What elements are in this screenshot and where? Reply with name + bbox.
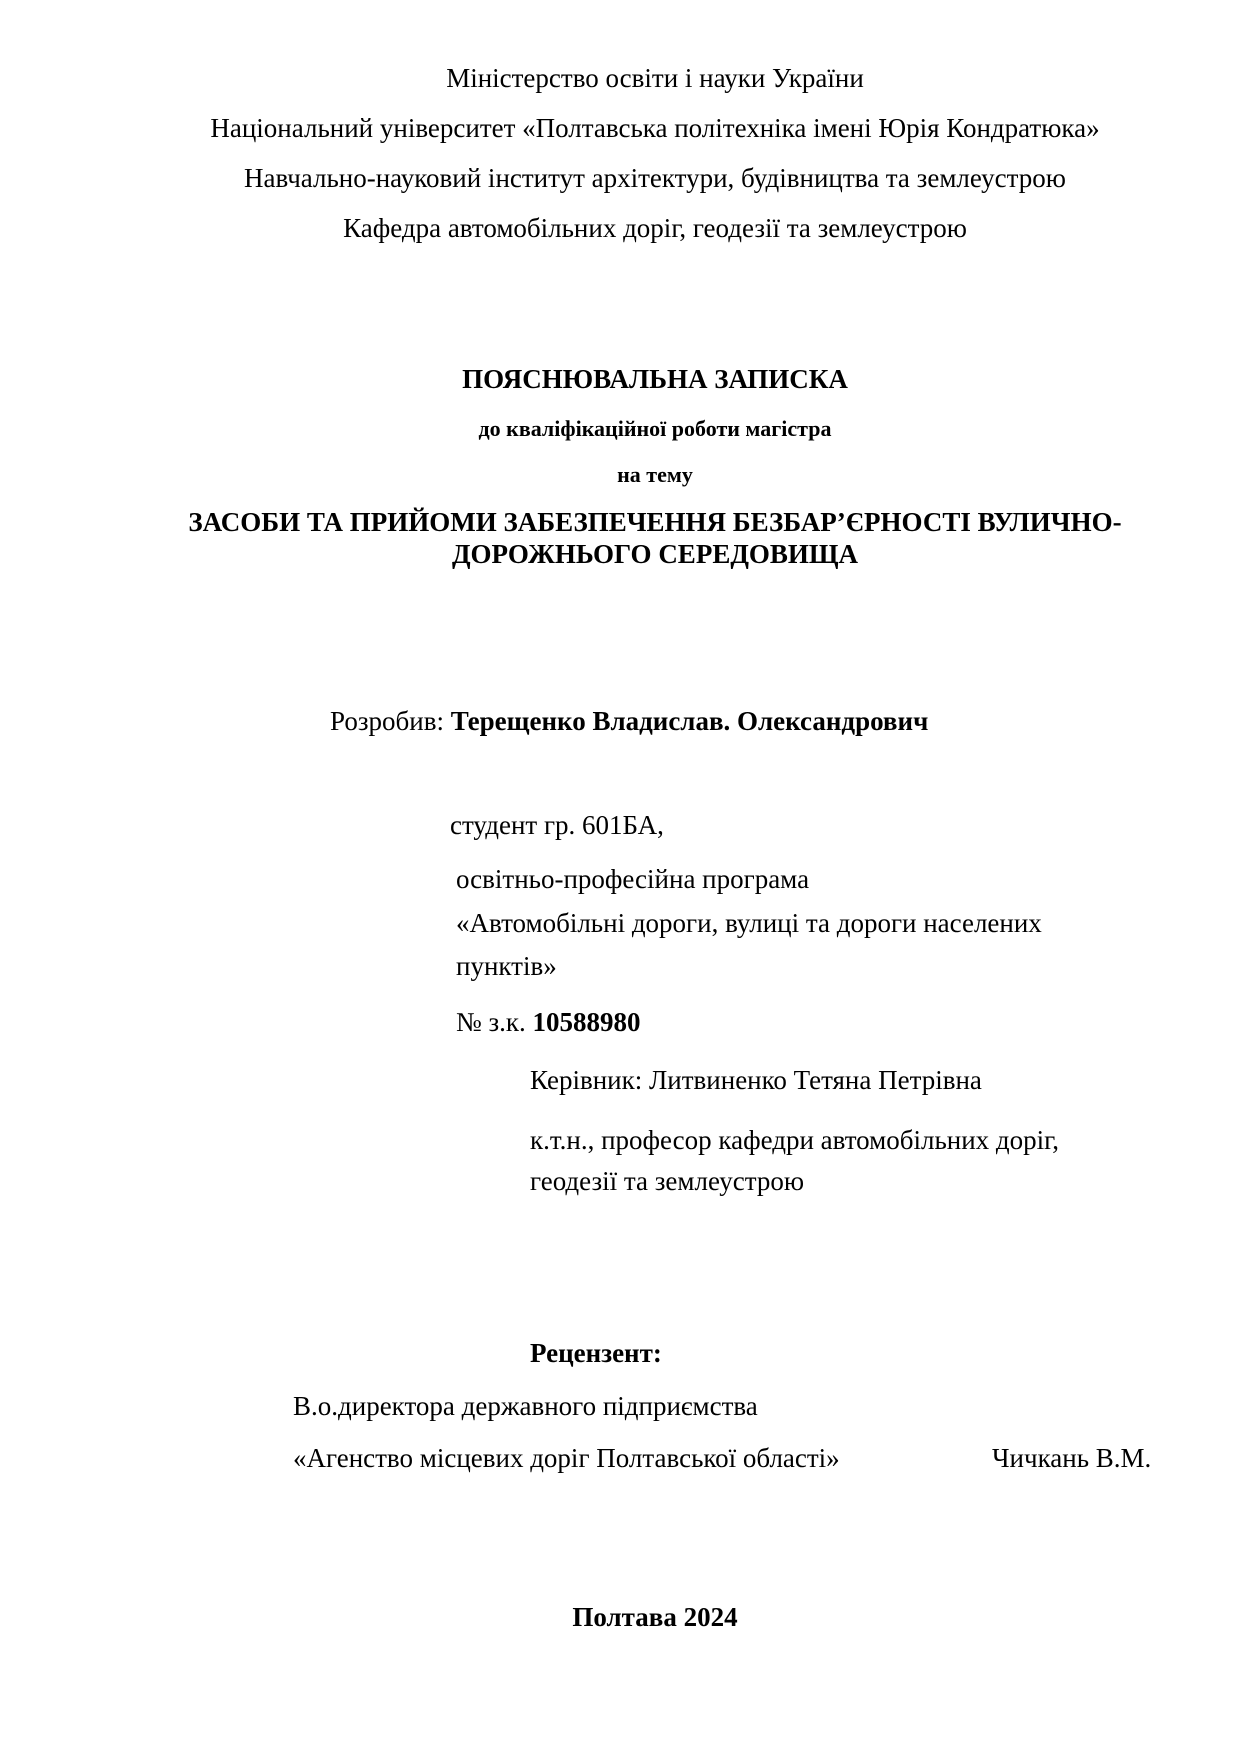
- theme-title-line-1: ЗАСОБИ ТА ПРИЙОМИ ЗАБЕЗПЕЧЕННЯ БЕЗБАР’ЄРНОСТІ ВУЛИЧНО-: [188, 507, 1122, 537]
- program-line-2: «Автомобільні дороги, вулиці та дороги населених: [456, 908, 1042, 938]
- ministry-name: Міністерство освіти і науки України: [446, 63, 864, 93]
- record-book-number: 10588980: [532, 1007, 641, 1037]
- on-topic-label: на тему: [617, 462, 693, 487]
- supervisor-line-3: геодезії та землеустрою: [530, 1166, 805, 1196]
- program-line-3: пунктів»: [456, 951, 557, 981]
- supervisor-line-2: к.т.н., професор кафедри автомобільних доріг,: [530, 1125, 1059, 1155]
- reviewer-position-line-2: «Агенство місцевих доріг Полтавської області»: [293, 1443, 840, 1473]
- record-book-line: [456, 1005, 641, 1039]
- author-label: Розробив:: [330, 706, 444, 736]
- record-book-label: № з.к.: [456, 1007, 526, 1037]
- department-name: Кафедра автомобільних доріг, геодезії та землеустрою: [343, 213, 967, 243]
- reviewer-name: Чичкань В.М.: [992, 1443, 1152, 1473]
- university-name: Національний університет «Полтавська політехніка імені Юрія Кондратюка»: [210, 113, 1100, 143]
- student-group: студент гр. 601БА,: [450, 810, 664, 840]
- institute-name: Навчально-науковий інститут архітектури, будівництва та землеустрою: [244, 163, 1066, 193]
- document-subtitle: до кваліфікаційної роботи магістра: [478, 416, 832, 441]
- author-line: [330, 704, 928, 738]
- program-line-1: освітньо-професійна програма: [456, 864, 810, 894]
- reviewer-heading: Рецензент:: [530, 1338, 662, 1368]
- theme-title-line-2: ДОРОЖНЬОГО СЕРЕДОВИЩА: [451, 539, 859, 569]
- supervisor-line-1: Керівник: Литвиненко Тетяна Петрівна: [530, 1065, 982, 1095]
- reviewer-position-line-1: В.о.директора державного підприємства: [293, 1391, 758, 1421]
- author-name: Терещенко Владислав. Олександрович: [450, 706, 929, 736]
- document-title: ПОЯСНЮВАЛЬНА ЗАПИСКА: [462, 364, 848, 394]
- city-year: Полтава 2024: [572, 1602, 738, 1632]
